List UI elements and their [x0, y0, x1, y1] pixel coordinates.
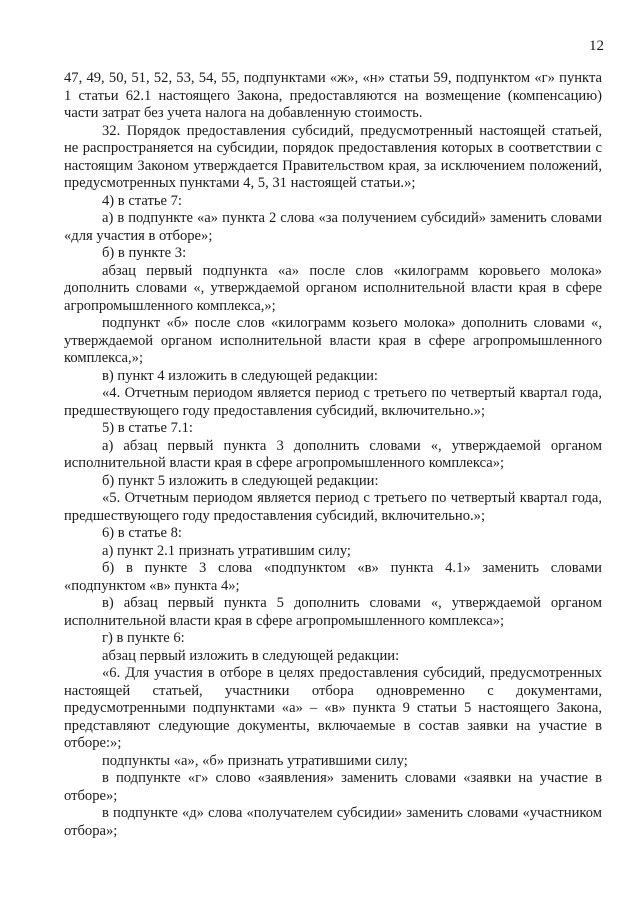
paragraph: «6. Для участия в отборе в целях предоставления субсидий, предусмотренных настоящей статьей, участники отбора одновременно с документами, предусмотренными подпунктами «а» – «в» пункта 9 статьи 5 настоящего Закона, представляют следующие документы, включаемые в состав заявки на участие в отборе:»; — [64, 665, 602, 751]
paragraph: «4. Отчетным периодом является период с третьего по четвертый квартал года, предшествующего году предоставления субсидий, включительно.»; — [64, 385, 602, 419]
page-number: 12 — [589, 38, 604, 54]
paragraph: 6) в статье 8: — [102, 525, 182, 541]
paragraph: в подпункте «д» слова «получателем субсидии» заменить словами «участником отбора»; — [64, 805, 602, 839]
paragraph: г) в пункте 6: — [102, 630, 185, 646]
paragraph: б) в пункте 3 слова «подпунктом «в» пункта 4.1» заменить словами «подпунктом «в» пункта 4»; — [64, 560, 602, 594]
paragraph: «5. Отчетным периодом является период с третьего по четвертый квартал года, предшествующего году предоставления субсидий, включительно.»; — [64, 490, 602, 524]
paragraph: абзац первый изложить в следующей редакции: — [102, 647, 400, 664]
paragraph: б) пункт 5 изложить в следующей редакции: — [102, 472, 379, 489]
paragraph: 32. Порядок предоставления субсидий, предусмотренный настоящей статьей, не распространяется на субсидии, порядок предоставления которых в соответствии с настоящим Законом утверждается Правительством края, за исключением положений, предусмотренных пунктами 4, 5, 31 настоящей статьи.»; — [64, 122, 602, 191]
paragraph: б) в пункте 3: — [102, 245, 187, 261]
document-body — [64, 70, 602, 840]
paragraph: 4) в статье 7: — [102, 192, 182, 209]
paragraph: 47, 49, 50, 51, 52, 53, 54, 55, подпунктами «ж», «н» статьи 59, подпунктом «г» пункта 1 статьи 62.1 настоящего Закона, предоставляются на возмещение (компенсацию) части затрат без учета налога на добавленную стоимость. — [64, 70, 602, 121]
paragraph: в подпункте «г» слово «заявления» заменить словами «заявки на участие в отборе»; — [64, 770, 602, 804]
paragraph: а) в подпункте «а» пункта 2 слова «за получением субсидий» заменить словами «для участия в отборе»; — [64, 210, 602, 244]
paragraph: абзац первый подпункта «а» после слов «килограмм коровьего молока» дополнить словами «, утверждаемой органом исполнительной власти края в сфере агропромышленного комплекса,»; — [64, 262, 602, 314]
paragraph: подпункты «а», «б» признать утратившими силу; — [102, 752, 408, 769]
paragraph: 5) в статье 7.1: — [102, 420, 193, 436]
paragraph: в) абзац первый пункта 5 дополнить словами «, утверждаемой органом исполнительной власти края в сфере агропромышленного комплекса»; — [64, 595, 602, 629]
paragraph: в) пункт 4 изложить в следующей редакции: — [102, 367, 378, 384]
paragraph: а) абзац первый пункта 3 дополнить словами «, утверждаемой органом исполнительной власти края в сфере агропромышленного комплекса»; — [64, 437, 602, 471]
paragraph: подпункт «б» после слов «килограмм козьего молока» дополнить словами «, утверждаемой органом исполнительной власти края в сфере агропромышленного комплекса,»; — [64, 315, 602, 366]
paragraph: а) пункт 2.1 признать утратившим силу; — [102, 542, 351, 559]
